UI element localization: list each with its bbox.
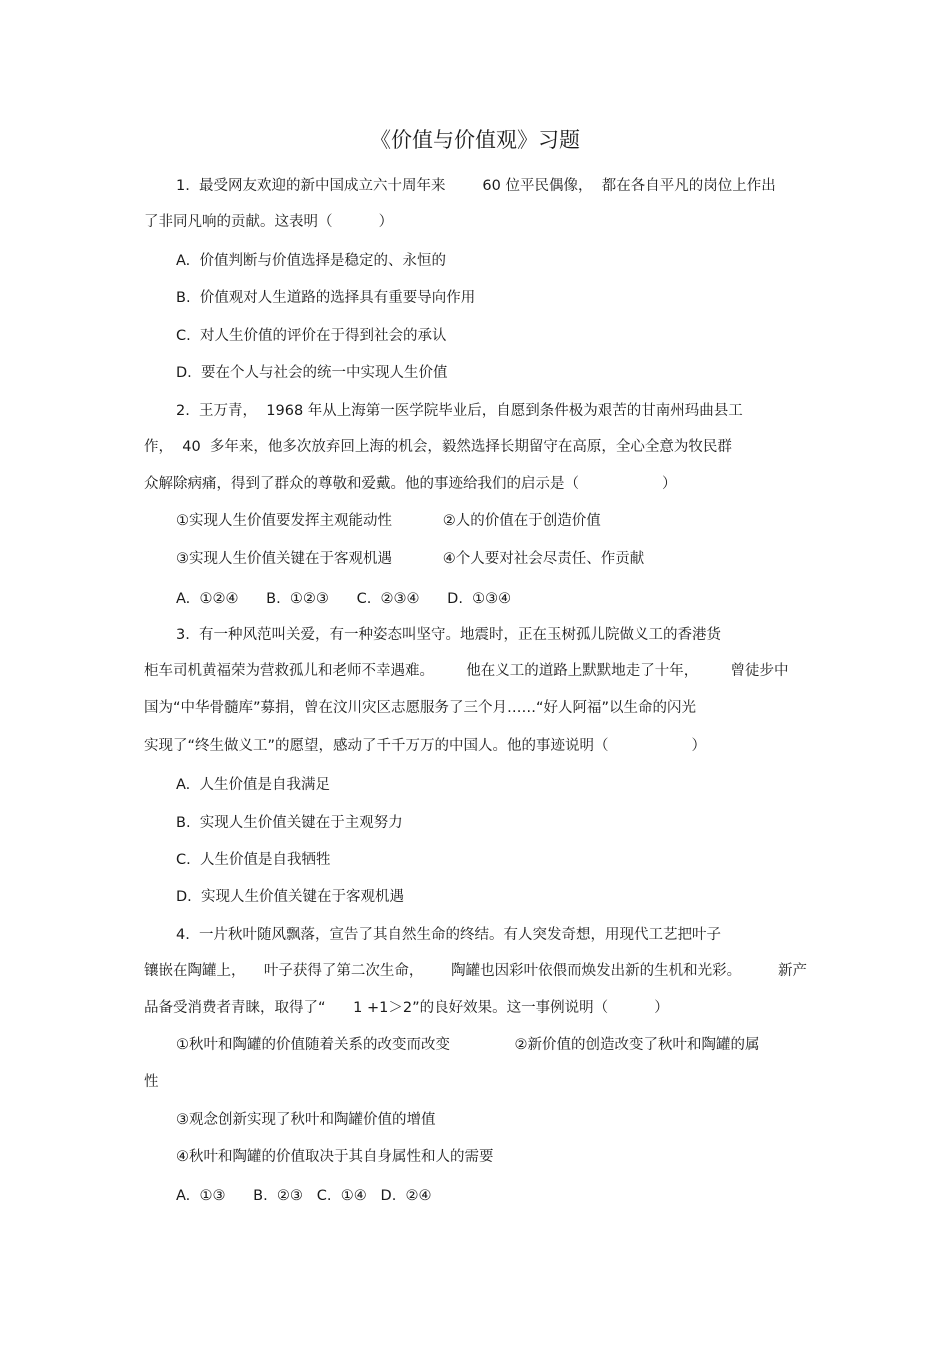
- page-title: 《价值与价值观》习题: [370, 128, 580, 152]
- statement-line: ③观念创新实现了秋叶和陶罐价值的增值: [176, 1112, 436, 1128]
- question-text-line: 品备受消费者青睐，取得了“ 1 +1＞2”的良好效果。这一事例说明（ ）: [144, 1000, 669, 1016]
- statement-line: ④秋叶和陶罐的价值取决于其自身属性和人的需要: [176, 1149, 494, 1165]
- question-text-line: 国为“中华骨髓库”募捐，曾在汶川灾区志愿服务了三个月……“好人阿福”以生命的闪光: [144, 700, 697, 716]
- question-text-line: 镶嵌在陶罐上， 叶子获得了第二次生命， 陶罐也因彩叶依偎而焕发出新的生机和光彩。 新产: [144, 963, 807, 979]
- option-d: D. 要在个人与社会的统一中实现人生价值: [176, 365, 448, 381]
- question-text-line: 了非同凡响的贡献。这表明（ ）: [144, 214, 394, 230]
- question-text-line: 4. 一片秋叶随风飘落，宣告了其自然生命的终结。有人突发奇想，用现代工艺把叶子: [176, 927, 722, 943]
- question-text-line: 实现了“终生做义工”的愿望，感动了千千万万的中国人。他的事迹说明（ ）: [144, 738, 706, 754]
- question-text-line: 1. 最受网友欢迎的新中国成立六十周年来 60 位平民偶像， 都在各自平凡的岗位上作出: [176, 178, 776, 194]
- statement-line: 性: [144, 1074, 159, 1090]
- statement-line: ③实现人生价值关键在于客观机遇 ④个人要对社会尽责任、作贡献: [176, 551, 645, 567]
- answer-choices: A. ①②④ B. ①②③ C. ②③④ D. ①③④: [176, 591, 512, 607]
- option-d: D. 实现人生价值关键在于客观机遇: [176, 889, 404, 905]
- question-text-line: 柜车司机黄福荣为营救孤儿和老师不幸遇难。 他在义工的道路上默默地走了十年， 曾徒步中: [144, 663, 789, 679]
- option-a: A. 人生价值是自我满足: [176, 777, 330, 793]
- option-b: B. 价值观对人生道路的选择具有重要导向作用: [176, 290, 476, 306]
- question-text-line: 2. 王万青， 1968 年从上海第一医学院毕业后，自愿到条件极为艰苦的甘南州玛曲县工: [176, 403, 743, 419]
- statement-line: ①实现人生价值要发挥主观能动性 ②人的价值在于创造价值: [176, 513, 601, 529]
- option-a: A. 价值判断与价值选择是稳定的、永恒的: [176, 253, 446, 269]
- question-text-line: 3. 有一种风范叫关爱，有一种姿态叫坚守。地震时，正在玉树孤儿院做义工的香港货: [176, 627, 722, 643]
- option-c: C. 对人生价值的评价在于得到社会的承认: [176, 328, 447, 344]
- option-b: B. 实现人生价值关键在于主观努力: [176, 815, 403, 831]
- answer-choices: A. ①③ B. ②③ C. ①④ D. ②④: [176, 1188, 432, 1204]
- statement-line: ①秋叶和陶罐的价值随着关系的改变而改变 ②新价值的创造改变了秋叶和陶罐的属: [176, 1037, 760, 1053]
- option-c: C. 人生价值是自我牺牲: [176, 852, 331, 868]
- question-text-line: 作， 40 多年来，他多次放弃回上海的机会，毅然选择长期留守在高原，全心全意为牧民群: [144, 439, 732, 455]
- question-text-line: 众解除病痛，得到了群众的尊敬和爱戴。他的事迹给我们的启示是（ ）: [144, 476, 677, 492]
